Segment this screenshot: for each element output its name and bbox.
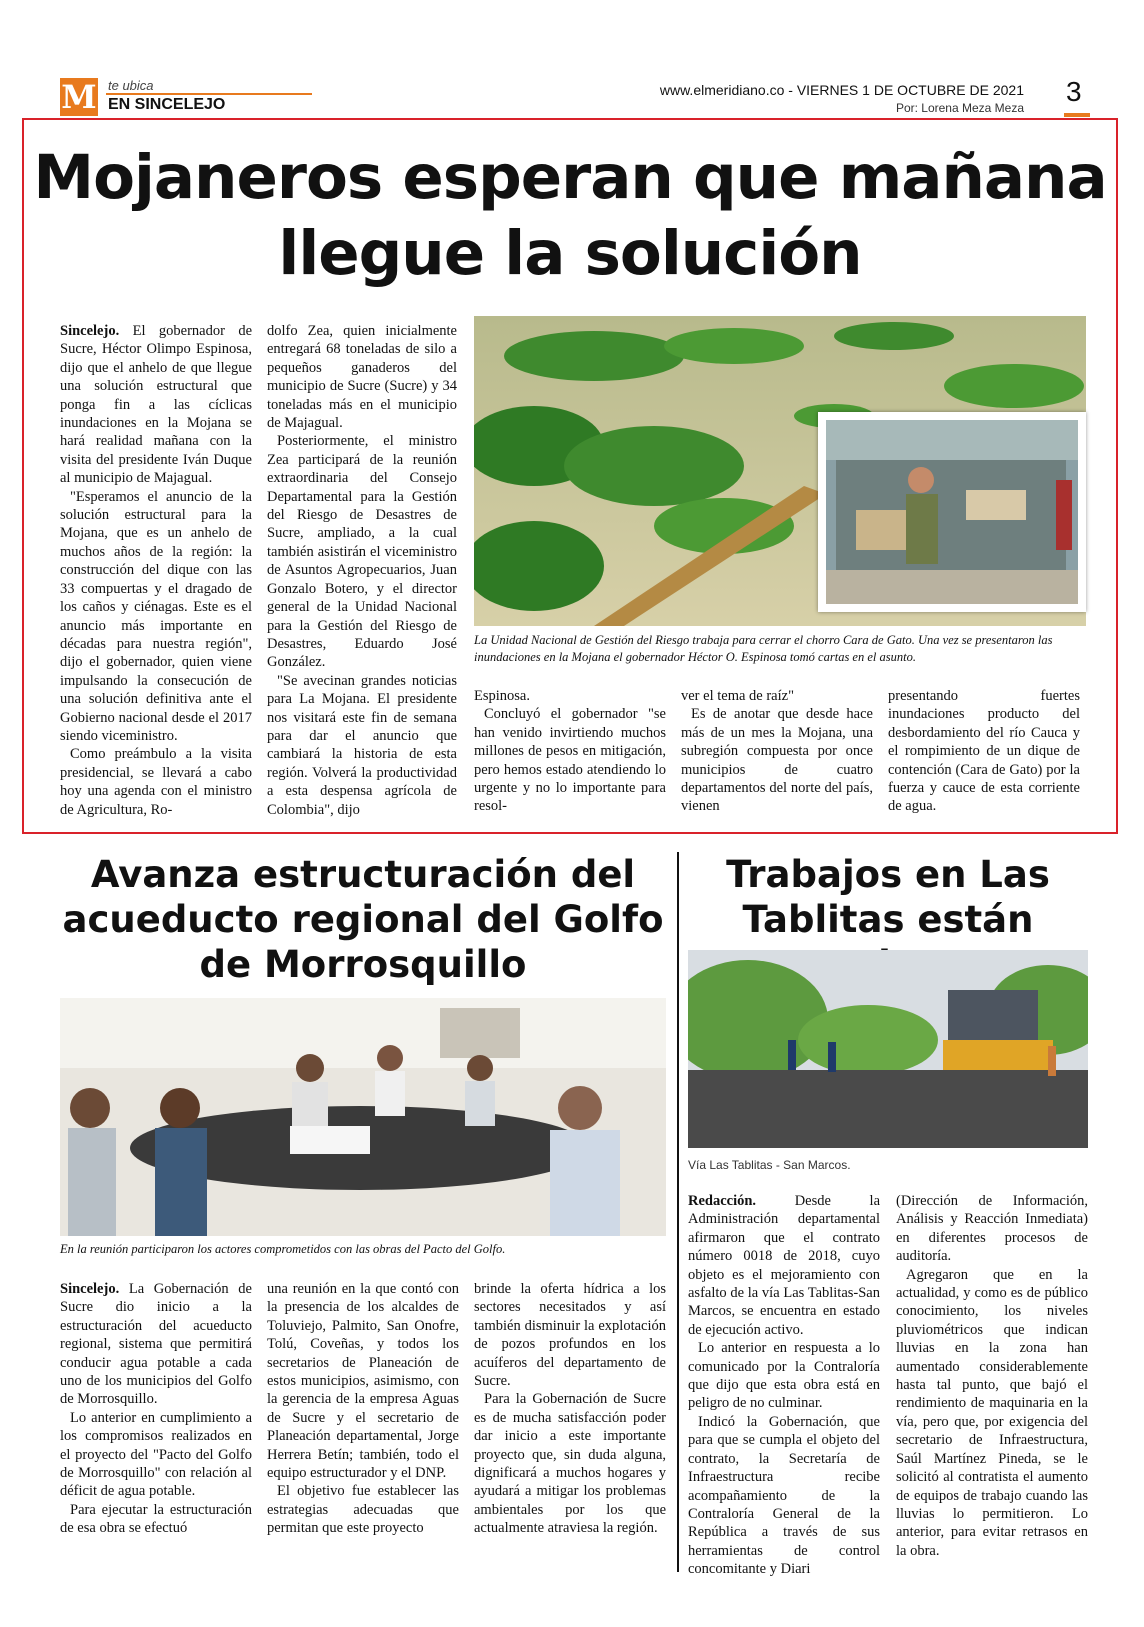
main-story-column-5 bbox=[888, 687, 1080, 816]
main-headline: Mojaneros esperan que mañana llegue la solución bbox=[33, 142, 1107, 289]
brand-tagline: te ubica bbox=[108, 78, 154, 93]
story2-column-2 bbox=[267, 1280, 459, 1538]
inset-photo-frame bbox=[818, 412, 1086, 612]
page-number-rule bbox=[1064, 113, 1090, 117]
paragraph: (Dirección de Información, Análisis y Reacción Inmediata) en diferentes procesos de auditoría. bbox=[896, 1193, 1088, 1265]
main-story-column-1 bbox=[60, 322, 252, 819]
paragraph: Para ejecutar la estructuración de esa obra se efectuó bbox=[60, 1501, 252, 1537]
story2-photo-caption: En la reunión participaron los actores comprometidos con las obras del Pacto del Golfo. bbox=[60, 1242, 506, 1256]
story2-column-1 bbox=[60, 1280, 252, 1538]
brand-rule bbox=[106, 93, 312, 95]
paragraph: Lo anterior en cumplimiento a los compromisos realizados en el proyecto del "Pacto del Golfo de Morrosquillo" con relación al déficit de agua potable. bbox=[60, 1409, 252, 1500]
byline: Por: Lorena Meza Meza bbox=[895, 101, 1024, 115]
story2-headline: Avanza estructuración del acueducto regional del Golfo de Morrosquillo bbox=[62, 853, 664, 986]
paragraph: El objetivo fue establecer las estrategias adecuadas que permitan que este proyecto bbox=[267, 1483, 459, 1537]
road-works-photo bbox=[688, 950, 1088, 1148]
main-story-column-3 bbox=[474, 687, 666, 816]
story3-headline: Trabajos en Las Tablitas están bbox=[726, 853, 1050, 941]
paragraph: Lo anterior en respuesta a lo comunicado por la Contraloría que dijo que esta obra está en peligro de no culminar. bbox=[688, 1340, 880, 1412]
paragraph: Es de anotar que desde hace más de un mes la Mojana, una subregión compuesta por once municipios de cuatro departamentos del norte del país, vienen bbox=[681, 706, 873, 815]
paragraph: presentando fuertes inundaciones producto del desbordamiento del río Cauca y el rompimiento de un dique de contención (Cara de Gato) por la fuerza y cauce de esta corriente de agua. bbox=[888, 688, 1080, 815]
paragraph: Indicó la Gobernación, que para que se cumpla el objeto del contrato, la Secretaría de Infraestructura recibe acompañamiento de la Contraloría General de la República a través de sus herramientas de control concomitante y Diari bbox=[688, 1413, 880, 1578]
main-story-column-2 bbox=[267, 322, 457, 819]
dateline-lead: Sincelejo. bbox=[60, 323, 120, 339]
paragraph: Posteriormente, el ministro Zea participará de la reunión extraordinaria del Consejo Departamental para la Gestión del Riesgo de Desastres de Sucre, ampliado, a la cual también asistirán el viceministro de Asuntos Agropecuarios, Juan Gonzalo Botero, y el director general de la Unidad Nacional para la Gestión del Riesgo de Desastres, Eduardo José González. bbox=[267, 433, 457, 671]
story3-photo-caption: Vía Las Tablitas - San Marcos. bbox=[688, 1158, 851, 1172]
section-name: EN SINCELEJO bbox=[108, 96, 226, 113]
paragraph: "Se avecinan grandes noticias para La Mojana. El presidente nos visitará este fin de semana para dar el anuncio que cambiará la historia de esta región. Volverá la productividad a esta despensa agrícola de Colombia", dijo bbox=[267, 672, 457, 818]
newspaper-logo: M bbox=[61, 78, 97, 116]
paragraph: El gobernador de Sucre, Héctor Olimpo Espinosa, dijo que el anhelo de que llegue una solución estructural que ponga fin a las cíclicas inundaciones en la Mojana se hará realidad mañana con la visita del presidente Iván Duque al municipio de Majagual. bbox=[60, 323, 253, 487]
dateline: www.elmeridiano.co - VIERNES 1 DE OCTUBRE DE 2021 bbox=[659, 82, 1024, 98]
paragraph: Para la Gobernación de Sucre es de mucha satisfacción poder dar inicio a este importante proyecto que, sin duda alguna, dignificará a muchos hogares y ayudará a mitigar los problemas ambientales por los que actualmente atraviesa la región. bbox=[474, 1391, 666, 1537]
main-story-column-4 bbox=[681, 687, 873, 816]
paragraph: ver el tema de raíz" bbox=[681, 688, 794, 704]
main-photo-caption: La Unidad Nacional de Gestión del Riesgo trabaja para cerrar el chorro Cara de Gato. Una vez se presentaron las inundaciones en la Mojana el gobernador Héctor O. Espinosa tomó cartas en el asunto. bbox=[474, 633, 1053, 664]
story3-column-1 bbox=[688, 1192, 880, 1579]
paragraph: dolfo Zea, quien inicialmente entregará 68 toneladas de silo a pequeños ganaderos del municipio de Sucre (Sucre) y 34 toneladas más en el municipio de Majagual. bbox=[267, 323, 457, 432]
story3-column-2 bbox=[896, 1192, 1088, 1560]
dateline-lead: Redacción. bbox=[688, 1193, 757, 1209]
column-divider bbox=[677, 852, 679, 1572]
paragraph: Concluyó el gobernador "se han venido invirtiendo muchos millones de pesos en mitigación, pero hemos estado atendiendo lo urgente y no lo importante para resol- bbox=[474, 706, 666, 815]
meeting-photo bbox=[60, 998, 666, 1236]
paragraph: brinde la oferta hídrica a los sectores necesitados y así también disminuir la explotación de pozos profundos en los acuíferos del departamento de Sucre. bbox=[474, 1281, 666, 1390]
governor-inspection-photo bbox=[826, 420, 1078, 604]
paragraph: Como preámbulo a la visita presidencial, se llevará a cabo hoy una agenda con el ministro de Agricultura, Ro- bbox=[60, 746, 252, 818]
story2-column-3 bbox=[474, 1280, 666, 1538]
paragraph: Desde la Administración departamental afirmaron que el contrato número 0018 de 2018, cuyo objeto es el mejoramiento con asfalto de la vía Las Tablitas-San Marcos, se encuentra en estado de ejecución activo. bbox=[688, 1193, 881, 1338]
paragraph: una reunión en la que contó con la presencia de los alcaldes de Toluviejo, Palmito, San Onofre, Tolú, Coveñas, y todos los secretarios de Planeación de estos municipios, asimismo, con la gerencia de la empresa Aguas de Sucre y el secretario de Planeación departamental, Jorge Herrera Betín; también, todo el equipo estructurador y el DNP. bbox=[267, 1281, 459, 1482]
paragraph: Agregaron que en la actualidad, y como es de público conocimiento, los niveles pluviométricos que indican lluvias en la zona han aumentado considerablemente hasta tal punto, que bajó el rendimiento de maquinaria en la vía, pero que, por exigencia del secretario de Infraestructura, Saúl Martínez Pineda, se le solicitó al contratista el aumento de equipos de trabajo cuando las lluvias lo permitieron. Lo anterior, para evitar retrasos en la obra. bbox=[896, 1266, 1088, 1559]
page-number: 3 bbox=[1066, 76, 1082, 107]
paragraph: Espinosa. bbox=[474, 688, 530, 704]
paragraph: "Esperamos el anuncio de la solución estructural para la Mojana, que es un anhelo de muchos años de la región: la construcción del dique con las 33 compuertas y el dragado de los caños y ciénagas. Este es el anuncio más importante en décadas para nuestra región", dijo el gobernador, quien viene impulsando la consecución de una solución definitiva ante el Gobierno nacional desde el 2017 siendo viceministro. bbox=[60, 488, 252, 744]
dateline-lead: Sincelejo. bbox=[60, 1281, 120, 1297]
paragraph: La Gobernación de Sucre dio inicio a la estructuración del acueducto regional, sistema que permitirá conducir agua potable a cada uno de los municipios del Golfo de Morrosquillo. bbox=[60, 1281, 252, 1408]
